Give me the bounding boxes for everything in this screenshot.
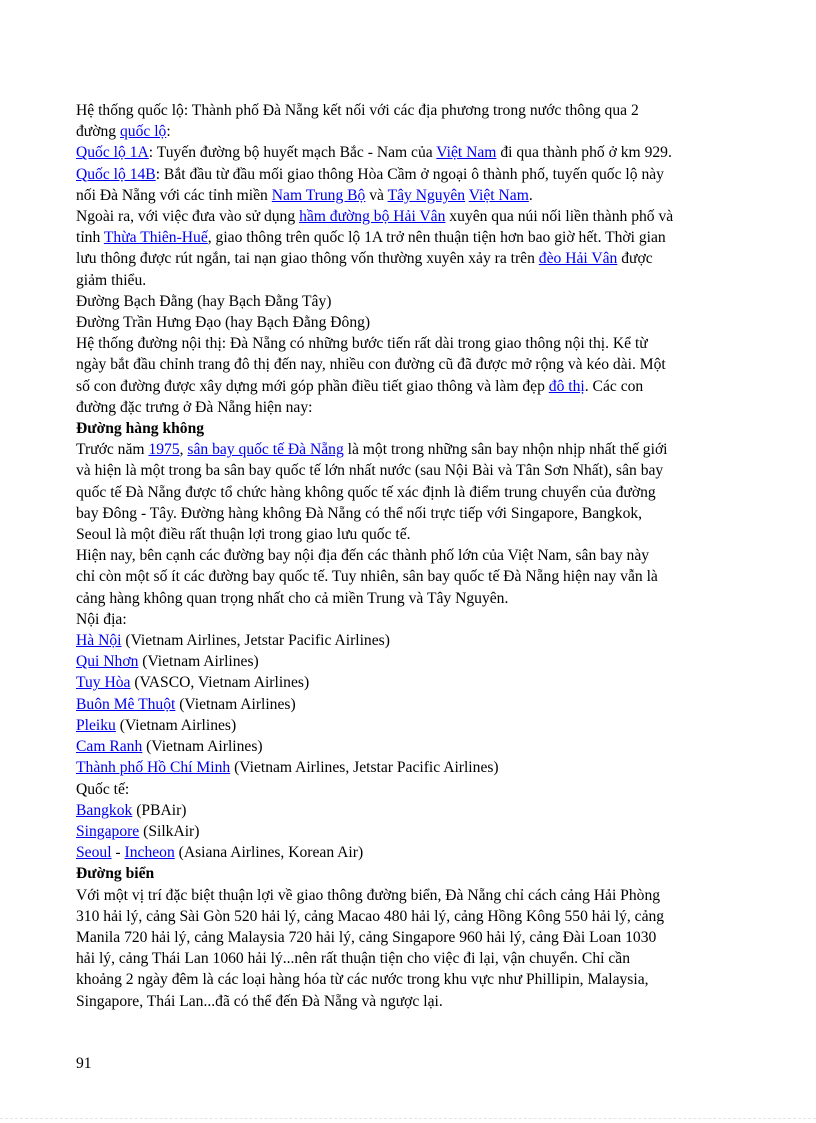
text-run: : Tuyến đường bộ huyết mạch Bắc - Nam của	[148, 144, 437, 162]
text-run: Singapore, Thái Lan...đã có thể đến Đà Nẵng và ngược lại.	[76, 992, 443, 1010]
text-run: đường đặc trưng ở Đà Nẵng hiện nay:	[76, 398, 313, 416]
text-run: quốc tế Đà Nẵng được tổ chức hàng không quốc tế xác định là điểm trung chuyển của đường	[76, 483, 656, 501]
page-bottom-rule	[0, 1118, 816, 1119]
text-run: đi qua thành phố ở km 929.	[496, 144, 672, 162]
text-run: Hiện nay, bên cạnh các đường bay nội địa đến các thành phố lớn của Việt Nam, sân bay này	[76, 547, 650, 565]
text-run: Hệ thống đường nội thị: Đà Nẵng có những bước tiến rất dài trong giao thông nội thị. Kể từ	[76, 335, 648, 353]
text-line	[76, 588, 744, 609]
text-run: -	[111, 844, 125, 862]
hyperlink[interactable]: Hà Nội	[76, 632, 122, 650]
text-run: (Vietnam Airlines)	[115, 716, 237, 734]
hyperlink[interactable]: Quốc lộ 14B	[76, 165, 156, 183]
text-line	[76, 397, 744, 418]
text-line	[76, 439, 744, 460]
text-line	[76, 651, 744, 672]
text-line	[76, 927, 744, 948]
hyperlink[interactable]: Seoul	[76, 844, 112, 862]
text-run: , giao thông trên quốc lộ 1A trở nên thuận tiện hơn bao giờ hết. Thời gian	[207, 229, 666, 247]
text-line	[76, 991, 744, 1012]
text-run: (Asiana Airlines, Korean Air)	[174, 844, 364, 862]
text-line	[76, 354, 744, 375]
text-run: (VASCO, Vietnam Airlines)	[130, 674, 310, 692]
text-run: nối Đà Nẵng với các tỉnh miền	[76, 186, 272, 204]
text-run: xuyên qua núi nối liền thành phố và	[445, 208, 674, 226]
text-run: . Các con	[584, 377, 644, 395]
text-run: (Vietnam Airlines, Jetstar Pacific Airlines)	[121, 632, 390, 650]
text-run: 310 hải lý, cảng Sài Gòn 520 hải lý, cảng Macao 480 hải lý, cảng Hồng Kông 550 hải lý, cảng	[76, 907, 665, 925]
text-run: chỉ còn một số ít các đường bay quốc tế. Tuy nhiên, sân bay quốc tế Đà Nẵng hiện nay vẫn là	[76, 568, 658, 586]
text-line	[76, 715, 744, 736]
text-line	[76, 863, 744, 884]
text-line	[76, 524, 744, 545]
hyperlink[interactable]: đô thị	[548, 377, 585, 395]
hyperlink[interactable]: Việt Nam	[468, 186, 529, 204]
text-line	[76, 503, 744, 524]
text-run: lưu thông được rút ngắn, tai nạn giao thông vốn thường xuyên xảy ra trên	[76, 250, 539, 268]
hyperlink[interactable]: Quốc lộ 1A	[76, 144, 149, 162]
hyperlink[interactable]: Tây Nguyên	[387, 186, 466, 204]
text-line	[76, 248, 744, 269]
text-run: khoảng 2 ngày đêm là các loại hàng hóa từ các nước trong khu vực như Phillipin, Malaysia,	[76, 971, 649, 989]
hyperlink[interactable]: Pleiku	[76, 716, 116, 734]
text-run: giảm thiểu.	[76, 271, 147, 289]
text-line	[76, 291, 744, 312]
hyperlink[interactable]: Thành phố Hồ Chí Minh	[76, 759, 231, 777]
text-run: : Bắt đầu từ đầu mối giao thông Hòa Cầm ở ngoại ô thành phố, tuyến quốc lộ này	[155, 165, 664, 183]
text-line	[76, 270, 744, 291]
text-run: Trước năm	[76, 441, 149, 459]
text-run: (Vietnam Airlines, Jetstar Pacific Airlines)	[230, 759, 499, 777]
hyperlink[interactable]: Singapore	[76, 822, 140, 840]
document-body	[76, 100, 744, 1012]
text-run: hải lý, cảng Thái Lan 1060 hải lý...nên rất thuận tiện cho việc đi lại, vận chuyển. Chỉ cần	[76, 950, 630, 968]
text-run: là một trong những sân bay nhộn nhịp nhất thế giới	[343, 441, 668, 459]
text-run: :	[166, 123, 171, 141]
text-run: (Vietnam Airlines)	[175, 695, 296, 713]
text-line	[76, 545, 744, 566]
text-line	[76, 736, 744, 757]
text-line	[76, 376, 744, 397]
text-run: (PBAir)	[132, 801, 187, 819]
text-run: số con đường được xây dựng mới góp phần điều tiết giao thông và làm đẹp	[76, 377, 549, 395]
text-line	[76, 460, 744, 481]
text-run: .	[528, 186, 533, 204]
text-line	[76, 312, 744, 333]
text-line	[76, 885, 744, 906]
text-line	[76, 142, 744, 163]
text-line	[76, 672, 744, 693]
text-run: Quốc tế:	[76, 780, 130, 798]
text-line	[76, 418, 744, 439]
hyperlink[interactable]: Cam Ranh	[76, 738, 143, 756]
text-run: (Vietnam Airlines)	[142, 738, 263, 756]
text-run: Đường Trần Hưng Đạo (hay Bạch Đằng Đông)	[76, 314, 371, 332]
hyperlink[interactable]: đèo Hải Vân	[538, 250, 618, 268]
text-line	[76, 206, 744, 227]
text-line	[76, 969, 744, 990]
text-line	[76, 630, 744, 651]
text-run: cảng hàng không quan trọng nhất cho cả miền Trung và Tây Nguyên.	[76, 589, 509, 607]
text-line	[76, 185, 744, 206]
text-line	[76, 482, 744, 503]
text-run: ngày bắt đầu chỉnh trang đô thị đến nay, nhiều con đường cũ đã được mở rộng và kéo dài. Một	[76, 356, 666, 374]
text-line	[76, 906, 744, 927]
page-number: 91	[76, 1055, 92, 1072]
text-line	[76, 800, 744, 821]
text-line	[76, 779, 744, 800]
hyperlink[interactable]: hầm đường bộ Hải Vân	[299, 208, 446, 226]
text-run: Đường Bạch Đằng (hay Bạch Đằng Tây)	[76, 292, 332, 310]
hyperlink[interactable]: Qui Nhơn	[76, 653, 139, 671]
text-line	[76, 694, 744, 715]
hyperlink[interactable]: Buôn Mê Thuột	[76, 695, 176, 713]
text-run: bay Đông - Tây. Đường hàng không Đà Nẵng có thể nối trực tiếp với Singapore, Bangkok,	[76, 504, 643, 522]
text-line	[76, 757, 744, 778]
hyperlink[interactable]: 1975	[148, 441, 180, 459]
text-line	[76, 333, 744, 354]
hyperlink[interactable]: Nam Trung Bộ	[271, 186, 366, 204]
text-run: và hiện là một trong ba sân bay quốc tế lớn nhất nước (sau Nội Bài và Tân Sơn Nhất), sân bay	[76, 462, 664, 480]
text-run: (SilkAir)	[139, 822, 200, 840]
hyperlink[interactable]: Việt Nam	[436, 144, 497, 162]
text-line	[76, 100, 744, 121]
text-run: và	[365, 186, 388, 204]
text-run: tỉnh	[76, 229, 104, 247]
section-heading: Đường hàng không	[76, 420, 205, 438]
hyperlink[interactable]: Tuy Hòa	[76, 674, 131, 692]
hyperlink[interactable]: Thừa Thiên-Huế	[103, 229, 208, 247]
hyperlink[interactable]: Bangkok	[76, 801, 133, 819]
text-run: đường	[76, 123, 120, 141]
section-heading: Đường biển	[76, 865, 155, 883]
text-run: (Vietnam Airlines)	[138, 653, 259, 671]
hyperlink[interactable]: Incheon	[124, 844, 175, 862]
text-line	[76, 121, 744, 142]
text-line	[76, 164, 744, 185]
text-line	[76, 842, 744, 863]
text-run: Seoul là một điều rất thuận lợi trong giao lưu quốc tế.	[76, 526, 411, 544]
text-line	[76, 566, 744, 587]
text-run: ,	[179, 441, 188, 459]
text-run: Nội địa:	[76, 610, 127, 628]
text-line	[76, 821, 744, 842]
text-run: Hệ thống quốc lộ: Thành phố Đà Nẵng kết nối với các địa phương trong nước thông qua 2	[76, 102, 639, 119]
hyperlink[interactable]: quốc lộ	[120, 123, 167, 141]
text-run: được	[617, 250, 653, 268]
text-line	[76, 227, 744, 248]
text-run: Manila 720 hải lý, cảng Malaysia 720 hải lý, cảng Singapore 960 hải lý, cảng Đài Loan 1030	[76, 928, 657, 946]
text-run: Ngoài ra, với việc đưa vào sử dụng	[76, 208, 300, 226]
text-line	[76, 948, 744, 969]
text-run: Với một vị trí đặc biệt thuận lợi về giao thông đường biển, Đà Nẵng chỉ cách cảng Hải Phòng	[76, 886, 661, 904]
text-line	[76, 609, 744, 630]
hyperlink[interactable]: sân bay quốc tế Đà Nẵng	[187, 441, 344, 459]
